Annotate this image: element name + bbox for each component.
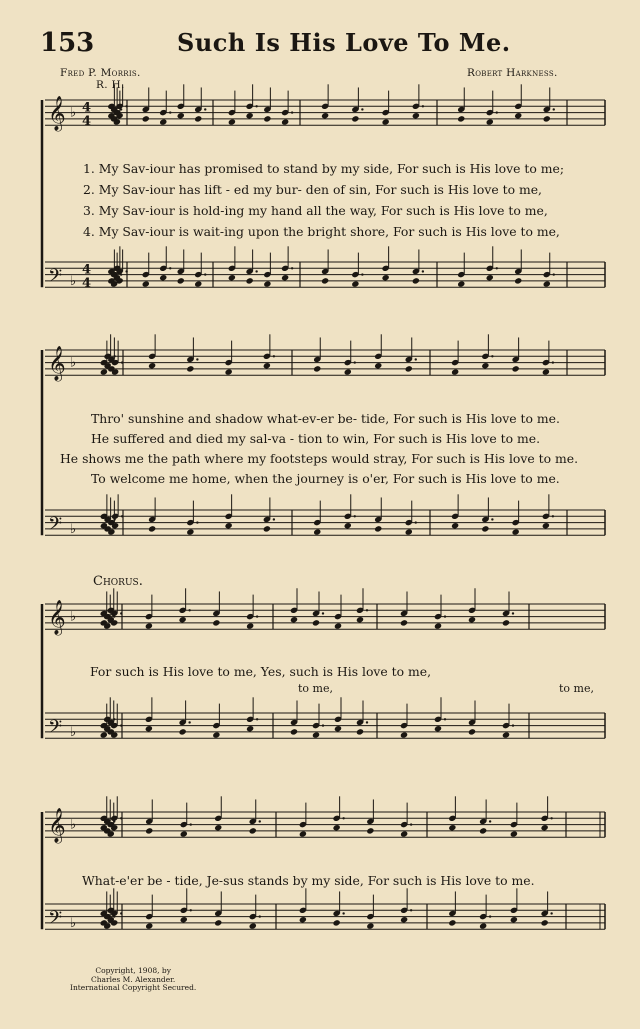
- dot: [422, 105, 424, 107]
- note-head: [186, 365, 194, 372]
- note-head: [351, 115, 359, 122]
- verse-3-line-b: He shows me the path where my footsteps would stray, For such is His love to me.: [60, 451, 579, 466]
- note-head: [374, 362, 382, 369]
- note-head: [180, 830, 188, 837]
- dot: [366, 609, 368, 611]
- note-head: [400, 731, 408, 738]
- note-head: [434, 622, 442, 629]
- dot: [188, 721, 190, 723]
- chorus-echo-1: to me,: [298, 682, 333, 695]
- verse-4-line-a: 4. My Sav-iour is wait-ing upon the bright shore, For such is His love to me,: [83, 224, 560, 239]
- note-head: [514, 277, 522, 284]
- note-head: [145, 622, 153, 629]
- note-head: [246, 112, 254, 119]
- dot: [342, 817, 344, 819]
- flat-key-signature: ♭: [70, 724, 77, 740]
- dot: [444, 615, 446, 617]
- bass-clef: 𝄢: [48, 717, 63, 743]
- dot: [512, 724, 514, 726]
- dot: [120, 817, 122, 819]
- note-head: [334, 725, 342, 732]
- note-head: [366, 922, 374, 929]
- note-head: [412, 112, 420, 119]
- note-head: [100, 731, 108, 738]
- verse-2-line-a: 2. My Sav-iour has lift - ed my bur- den of sin, For such is His love to me,: [83, 182, 542, 197]
- dot: [169, 111, 171, 113]
- note-head: [145, 922, 153, 929]
- note-head: [457, 115, 465, 122]
- treble-clef: 𝄞: [48, 96, 66, 132]
- note-head: [344, 368, 352, 375]
- dot: [361, 108, 363, 110]
- note-head: [356, 728, 364, 735]
- note-head: [374, 525, 382, 532]
- dot: [196, 521, 198, 523]
- note-head: [356, 616, 364, 623]
- note-head: [299, 916, 307, 923]
- note-head: [400, 916, 408, 923]
- time-signature: 4: [82, 100, 92, 116]
- note-head: [214, 824, 222, 831]
- chorus-line-2: What-e'er be - tide, Je-sus stands by my side, For such is His love to me.: [82, 873, 535, 888]
- note-head: [100, 368, 108, 375]
- note-head: [451, 522, 459, 529]
- dot: [491, 355, 493, 357]
- dot: [415, 358, 417, 360]
- note-head: [512, 365, 520, 372]
- note-head: [541, 919, 549, 926]
- flat-key-signature: ♭: [70, 273, 77, 289]
- copyright-notice: [70, 967, 196, 993]
- note-head: [281, 274, 289, 281]
- note-head: [228, 118, 236, 125]
- note-head: [382, 274, 390, 281]
- note-head: [313, 528, 321, 535]
- note-head: [514, 112, 522, 119]
- note-head: [179, 728, 187, 735]
- note-head: [313, 365, 321, 372]
- note-head: [186, 528, 194, 535]
- dot: [550, 817, 552, 819]
- note-head: [405, 528, 413, 535]
- dot: [444, 718, 446, 720]
- flat-key-signature: ♭: [70, 915, 77, 931]
- dot: [342, 912, 344, 914]
- time-signature: 4: [82, 262, 92, 278]
- note-head: [290, 728, 298, 735]
- dot: [553, 273, 555, 275]
- author-initials: R. H.: [96, 79, 125, 91]
- note-head: [541, 824, 549, 831]
- author-credit: Fred P. Morris.: [60, 67, 141, 79]
- dot: [552, 361, 554, 363]
- note-head: [448, 824, 456, 831]
- note-head: [321, 277, 329, 284]
- dot: [190, 909, 192, 911]
- dot: [552, 515, 554, 517]
- dot: [491, 518, 493, 520]
- note-head: [543, 115, 551, 122]
- note-head: [159, 118, 167, 125]
- note-head: [434, 725, 442, 732]
- note-head: [263, 115, 271, 122]
- note-head: [263, 362, 271, 369]
- dot: [204, 108, 206, 110]
- dot: [190, 823, 192, 825]
- dot: [273, 518, 275, 520]
- dot: [256, 615, 258, 617]
- dot: [256, 718, 258, 720]
- note-head: [502, 731, 510, 738]
- note-head: [351, 280, 359, 287]
- note-head: [249, 922, 257, 929]
- note-head: [512, 528, 520, 535]
- time-signature: 4: [82, 114, 92, 130]
- note-head: [148, 525, 156, 532]
- bass-clef: 𝄢: [48, 266, 63, 292]
- dot: [196, 358, 198, 360]
- dot: [120, 612, 122, 614]
- note-head: [194, 115, 202, 122]
- dot: [322, 724, 324, 726]
- composer-credit: Robert Harkness.: [467, 67, 558, 79]
- dot: [121, 515, 123, 517]
- note-head: [177, 277, 185, 284]
- note-head: [212, 731, 220, 738]
- bass-clef: 𝄢: [48, 514, 63, 540]
- note-head: [451, 368, 459, 375]
- dot: [366, 721, 368, 723]
- dot: [422, 270, 424, 272]
- dot: [550, 912, 552, 914]
- note-head: [263, 280, 271, 287]
- dot: [361, 273, 363, 275]
- time-signature: 4: [82, 276, 92, 292]
- note-head: [194, 280, 202, 287]
- note-head: [214, 919, 222, 926]
- note-head: [366, 827, 374, 834]
- note-head: [249, 827, 257, 834]
- note-head: [312, 731, 320, 738]
- dot: [512, 612, 514, 614]
- note-head: [246, 725, 254, 732]
- treble-clef: 𝄞: [48, 346, 66, 382]
- dot: [410, 823, 412, 825]
- dot: [291, 267, 293, 269]
- chorus-line-1: For such is His love to me, Yes, such is His love to me,: [90, 664, 432, 679]
- dot: [120, 912, 122, 914]
- note-head: [177, 112, 185, 119]
- note-head: [486, 118, 494, 125]
- note-head: [542, 522, 550, 529]
- note-head: [225, 522, 233, 529]
- hymn-number: 153: [40, 28, 95, 58]
- verse-1-line-b: Thro' sunshine and shadow what-ev-er be- tide, For such is His love to me.: [91, 411, 560, 426]
- note-head: [542, 368, 550, 375]
- dot: [553, 108, 555, 110]
- note-head: [479, 827, 487, 834]
- dot: [259, 820, 261, 822]
- note-head: [148, 362, 156, 369]
- note-head: [290, 616, 298, 623]
- note-head: [382, 118, 390, 125]
- note-head: [344, 522, 352, 529]
- note-head: [145, 725, 153, 732]
- note-head: [468, 728, 476, 735]
- dot: [273, 355, 275, 357]
- treble-clef: 𝄞: [48, 808, 66, 844]
- note-head: [212, 619, 220, 626]
- dot: [489, 820, 491, 822]
- note-head: [502, 619, 510, 626]
- note-head: [510, 916, 518, 923]
- dot: [255, 105, 257, 107]
- hymn-title: Such Is His Love To Me.: [177, 28, 511, 57]
- dot: [125, 270, 127, 272]
- dot: [121, 361, 123, 363]
- verse-4-line-b: To welcome me home, when the journey is o'er, For such is His love to me.: [91, 471, 560, 486]
- flat-key-signature: ♭: [70, 355, 77, 371]
- note-head: [400, 619, 408, 626]
- flat-key-signature: ♭: [70, 609, 77, 625]
- note-head: [333, 919, 341, 926]
- chorus-label: Chorus.: [93, 574, 143, 589]
- flat-key-signature: ♭: [70, 521, 77, 537]
- note-head: [321, 112, 329, 119]
- note-head: [142, 115, 150, 122]
- copyright-line-3: International Copyright Secured.: [70, 983, 197, 992]
- dot: [204, 273, 206, 275]
- note-head: [400, 830, 408, 837]
- note-head: [481, 525, 489, 532]
- dot: [259, 915, 261, 917]
- note-head: [543, 280, 551, 287]
- note-head: [228, 274, 236, 281]
- dot: [291, 111, 293, 113]
- note-head: [145, 827, 153, 834]
- dot: [322, 612, 324, 614]
- flat-key-signature: ♭: [70, 817, 77, 833]
- note-head: [486, 274, 494, 281]
- note-head: [405, 365, 413, 372]
- dot: [410, 909, 412, 911]
- dot: [354, 515, 356, 517]
- dot: [169, 267, 171, 269]
- dot: [496, 267, 498, 269]
- note-head: [312, 619, 320, 626]
- note-head: [142, 280, 150, 287]
- note-head: [299, 830, 307, 837]
- note-head: [479, 922, 487, 929]
- note-head: [412, 277, 420, 284]
- verse-1-line-a: 1. My Sav-iour has promised to stand by my side, For such is His love to me;: [83, 161, 565, 176]
- note-head: [179, 616, 187, 623]
- copyright-line-2: Charles M. Alexander.: [90, 974, 176, 984]
- note-head: [159, 274, 167, 281]
- note-head: [457, 280, 465, 287]
- note-head: [246, 277, 254, 284]
- dot: [255, 270, 257, 272]
- dot: [496, 111, 498, 113]
- note-head: [281, 118, 289, 125]
- dot: [354, 361, 356, 363]
- note-head: [225, 368, 233, 375]
- bass-clef: 𝄢: [48, 908, 63, 934]
- dot: [125, 105, 127, 107]
- treble-clef: 𝄞: [48, 600, 66, 636]
- note-head: [263, 525, 271, 532]
- note-head: [510, 830, 518, 837]
- note-head: [334, 622, 342, 629]
- note-head: [180, 916, 188, 923]
- dot: [489, 915, 491, 917]
- verse-2-line-b: He suffered and died my sal-va - tion to win, For such is His love to me.: [91, 431, 541, 446]
- dot: [415, 521, 417, 523]
- chorus-echo-2: to me,: [559, 682, 594, 695]
- note-head: [468, 616, 476, 623]
- flat-key-signature: ♭: [70, 105, 77, 121]
- copyright-line-1: Copyright, 1908, by: [95, 966, 171, 975]
- note-head: [333, 824, 341, 831]
- dot: [120, 724, 122, 726]
- note-head: [246, 622, 254, 629]
- note-head: [448, 919, 456, 926]
- dot: [188, 609, 190, 611]
- verse-3-line-a: 3. My Sav-iour is hold-ing my hand all the way, For such is His love to me,: [83, 203, 548, 218]
- note-head: [481, 362, 489, 369]
